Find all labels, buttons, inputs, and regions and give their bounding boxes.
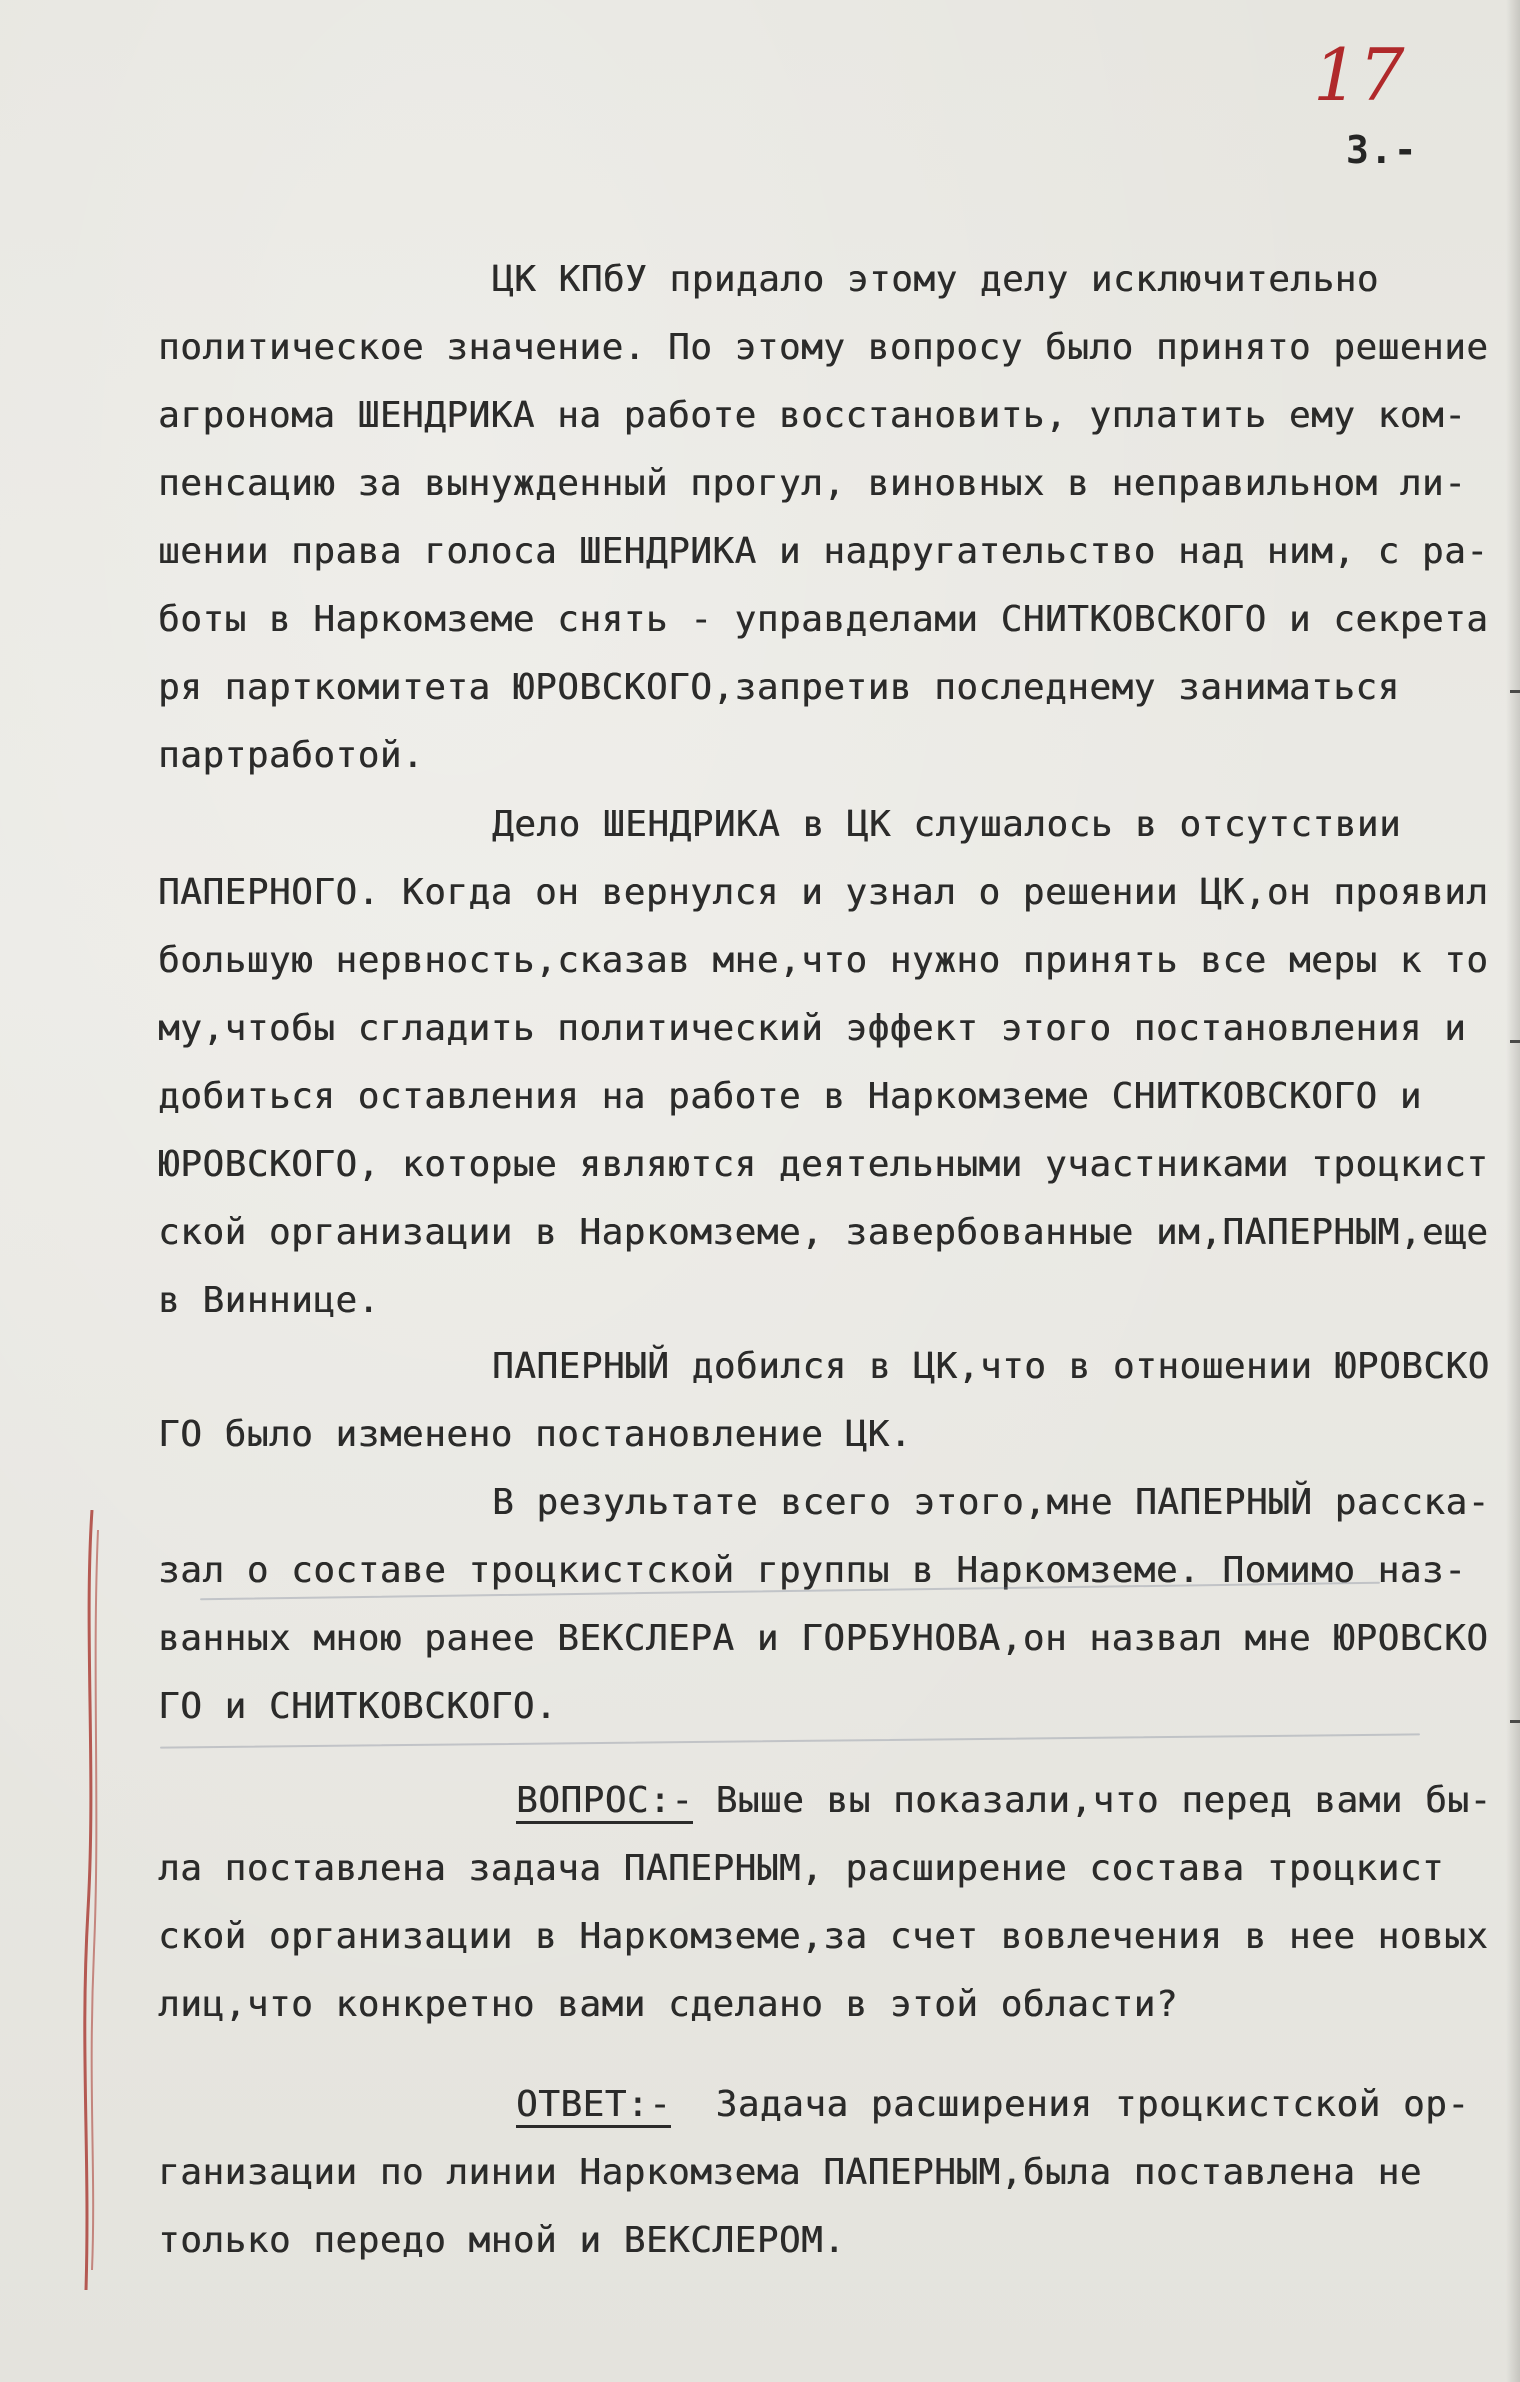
typed-line: ЦК КПбУ придало этому делу исключительно: [492, 259, 1379, 300]
typed-line: ГО было изменено постановление ЦК.: [158, 1414, 912, 1455]
answer-line: только передо мной и ВЕКСЛЕРОМ.: [158, 2220, 846, 2261]
question-text: Выше вы показали,что перед вами бы-: [693, 1780, 1492, 1821]
typed-line: пенсацию за вынужденный прогул, виновных в неправильном ли-: [158, 463, 1467, 504]
answer-line: ганизации по линии Наркомзема ПАПЕРНЫМ,была поставлена не: [158, 2152, 1422, 2193]
answer-text: Задача расширения троцкистской ор-: [671, 2084, 1470, 2125]
typed-line: большую нервность,сказав мне,что нужно принять все меры к то: [158, 940, 1489, 981]
typed-line: агронома ШЕНДРИКА на работе восстановить, уплатить ему ком-: [158, 395, 1467, 436]
typed-line: ской организации в Наркомземе, завербованные им,ПАПЕРНЫМ,еще: [158, 1212, 1489, 1253]
typed-line: В результате всего этого,мне ПАПЕРНЫЙ расска-: [492, 1482, 1490, 1523]
page-number: 3.-: [1346, 128, 1418, 172]
question-label: ВОПРОС:-: [516, 1780, 693, 1824]
question-line: ской организации в Наркомземе,за счет вовлечения в нее новых: [158, 1916, 1489, 1957]
typed-line: Дело ШЕНДРИКА в ЦК слушалось в отсутствии: [492, 804, 1402, 845]
typed-line: зал о составе троцкистской группы в Наркомземе. Помимо наз-: [158, 1550, 1467, 1591]
typed-line: ванных мною ранее ВЕКСЛЕРА и ГОРБУНОВА,он назвал мне ЮРОВСКО: [158, 1618, 1489, 1659]
typed-line: шении права голоса ШЕНДРИКА и надругательство над ним, с ра-: [158, 531, 1489, 572]
typed-line: в Виннице.: [158, 1280, 380, 1321]
answer-label: ОТВЕТ:-: [516, 2084, 671, 2128]
typed-line: ря парткомитета ЮРОВСКОГО,запретив последнему заниматься: [158, 667, 1400, 708]
typed-line: ГО и СНИТКОВСКОГО.: [158, 1686, 558, 1727]
question-first-line: [516, 1776, 1492, 1826]
typed-line: боты в Наркомземе снять - управделами СНИТКОВСКОГО и секрета: [158, 599, 1489, 640]
margin-pencil-mark: [70, 1510, 110, 2290]
folio-number-text: 17: [1313, 33, 1405, 117]
answer-first-line: [516, 2080, 1469, 2130]
typed-line: добиться оставления на работе в Наркомземе СНИТКОВСКОГО и: [158, 1076, 1422, 1117]
question-line: ла поставлена задача ПАПЕРНЫМ, расширение состава троцкист: [158, 1848, 1445, 1889]
typed-line: му,чтобы сгладить политический эффект этого постановления и: [158, 1008, 1467, 1049]
typed-line: политическое значение. По этому вопросу было принято решение: [158, 327, 1489, 368]
typed-line: ПАПЕРНЫЙ добился в ЦК,что в отношении ЮРОВСКО: [492, 1346, 1490, 1387]
question-line: лиц,что конкретно вами сделано в этой области?: [158, 1984, 1178, 2025]
typed-line: ПАПЕРНОГО. Когда он вернулся и узнал о решении ЦК,он проявил: [158, 872, 1489, 913]
typed-line: партработой.: [158, 735, 425, 776]
typed-line: ЮРОВСКОГО, которые являются деятельными участниками троцкист: [158, 1144, 1489, 1185]
